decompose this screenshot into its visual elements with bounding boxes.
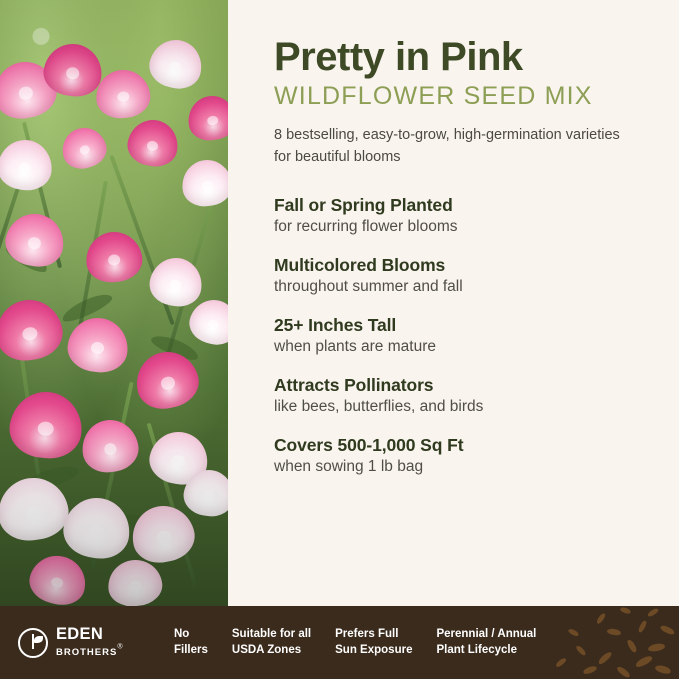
brand-name-bottom: BROTHERS — [56, 647, 118, 658]
feature-item — [274, 255, 649, 296]
fact-item — [436, 627, 536, 658]
brand-wordmark — [56, 626, 122, 659]
feature-heading: Multicolored Blooms — [274, 254, 446, 275]
feature-subtext: when plants are mature — [274, 337, 436, 355]
fact-item — [232, 627, 311, 658]
fact-line-2: Plant Lifecycle — [436, 643, 518, 656]
feature-item — [274, 435, 649, 476]
fact-line-1: Perennial / Annual — [436, 627, 537, 640]
feature-heading: Attracts Pollinators — [274, 374, 434, 395]
fact-line-1: No — [174, 627, 190, 640]
product-description: 8 bestselling, easy-to-grow, high-germination varieties for beautiful blooms — [274, 127, 620, 166]
feature-subtext: for recurring flower blooms — [274, 217, 458, 235]
feature-subtext: throughout summer and fall — [274, 277, 463, 295]
product-subtitle: WILDFLOWER SEED MIX — [274, 82, 593, 111]
feature-subtext: when sowing 1 lb bag — [274, 457, 424, 475]
fact-list — [174, 627, 536, 658]
brand-logo — [18, 626, 152, 659]
leaf-icon — [18, 628, 48, 658]
fact-line-1: Prefers Full — [335, 627, 399, 640]
fact-line-2: Sun Exposure — [335, 643, 413, 656]
brand-name-top: EDEN — [56, 625, 104, 643]
photo-vignette — [0, 0, 228, 606]
page-title: Pretty in Pink — [274, 35, 523, 79]
fact-line-2: USDA Zones — [231, 643, 302, 656]
footer-bar — [0, 606, 679, 679]
product-photo — [0, 0, 228, 606]
seed-pile-decoration — [529, 606, 679, 679]
feature-item — [274, 315, 649, 356]
fact-item — [335, 627, 412, 658]
fact-line-1: Suitable for all — [231, 627, 312, 640]
product-details — [228, 0, 679, 606]
feature-subtext: like bees, butterflies, and birds — [274, 397, 484, 415]
trademark-symbol: ® — [117, 643, 123, 651]
feature-item — [274, 375, 649, 416]
feature-heading: Fall or Spring Planted — [274, 194, 453, 215]
fact-item — [174, 627, 208, 658]
feature-heading: Covers 500-1,000 Sq Ft — [274, 434, 464, 455]
feature-heading: 25+ Inches Tall — [274, 314, 397, 335]
fact-line-2: Fillers — [174, 643, 208, 656]
feature-item — [274, 195, 649, 236]
